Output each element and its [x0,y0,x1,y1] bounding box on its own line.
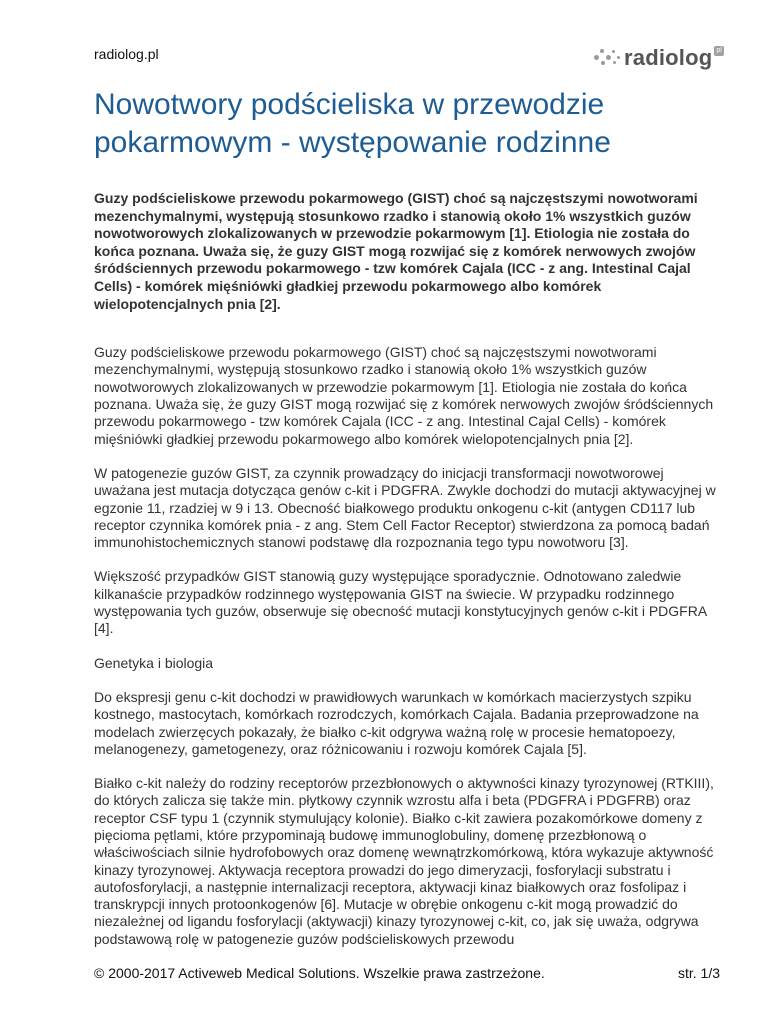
body-paragraph: W patogenezie guzów GIST, za czynnik prowadzący do inicjacji transformacji nowotworowej uważana jest mutacja dotycząca genów c-kit i PDGFRA. Zwykle dochodzi do mutacji aktywacyjnej w egzonie 11, rzadziej w 9 i 13. Obecność białkowego produktu onkogenu c-kit (antygen CD117 lub receptor czynnika komórek pnia - z ang. Stem Cell Factor Receptor) stwierdzona za pomocą badań immunohistochemicznych stanowi podstawę dla rozpoznania tego typu nowotworu [3]. [94,464,716,551]
logo-dots-icon [592,47,622,69]
logo-badge: pl [716,47,722,54]
body-paragraph: Guzy podścieliskowe przewodu pokarmowego (GIST) choć są najczęstszymi nowotworami mezenchymalnymi, występują stosunkowo rzadko i stanowią około 1% wszystkich guzów nowotworowych zlokalizowanych w przewodzie pokarmowym [1]. Etiologia nie została do końca poznana. Uważa się, że guzy GIST mogą rozwijać się z komórek nerwowych zwojów śródściennych przewodu pokarmowego - tzw komórek Cajala (ICC - z ang. Intestinal Cajal Cells) - komórek mięśniówki gładkiej przewodu pokarmowego albo komórek wielopotencjalnych pnia [2]. [94,344,714,447]
page-title: Nowotwory podścieliska w przewodzie pokarmowym - występowanie rodzinne [94,88,611,159]
body-paragraph: Do ekspresji genu c-kit dochodzi w prawidłowych warunkach w komórkach macierzystych szpiku kostnego, mastocytach, komórkach rozrodczych, komórkach Cajala. Badania przeprowadzone na modelach zwierzęcych pokazały, że białko c-kit odgrywa ważną rolę w procesie hematopoezy, melanogenezy, gametogenezy, oraz różnicowaniu i rozwoju komórek Cajala [5]. [94,688,699,757]
radiolog-logo [592,44,724,72]
article-content [94,190,716,948]
body-paragraph: Większość przypadków GIST stanowią guzy występujące sporadycznie. Odnotowano zaledwie kilkanaście przypadków rodzinnego występowania GIST na świecie. W przypadku rodzinnego występowania tych guzów, obserwuje się obecność mutacji konstytucyjnych genów c-kit i PDGFRA [4]. [94,568,707,637]
page-number: str. 1/3 [678,965,721,981]
logo-text: radiolog [624,45,713,70]
footer-copyright: © 2000-2017 Activeweb Medical Solutions. Wszelkie prawa zastrzeżone. [94,965,545,981]
body-paragraph: Białko c-kit należy do rodziny receptorów przezbłonowych o aktywności kinazy tyrozynowej (RTKIII), do których zalicza się także min. płytkowy czynnik wzrostu alfa i beta (PDGFRA i PDGFRB) oraz receptor CSF typu 1 (czynnik stymulujący kolonie). Białko c-kit zawiera pozakomórkowe domeny z pięcioma pętlami, które przypominają budowę immunoglobuliny, domenę przezbłonową o właściwościach silnie hydrofobowych oraz domenę wewnątrzkomórkową, która wykazuje aktywność kinazy tyrozynowej. Aktywacja receptora prowadzi do jego dimeryzacji, fosforylacji substratu i autofosforylacji, a następnie internalizacji receptora, aktywacji kinaz białkowych oraz fosfolipaz i transkrypcji innych protoonkogenów [6]. Mutacje w obrębie onkogenu c-kit mogą prowadzić do niezależnej od ligandu fosforylacji (aktywacji) kinazy tyrozynowej c-kit, co, jak się uważa, odgrywa podstawową rolę w patogenezie guzów podścieliskowych przewodu [94,775,714,947]
section-heading: Genetyka i biologia [94,654,214,671]
site-url: radiolog.pl [94,46,159,62]
lead-paragraph: Guzy podścieliskowe przewodu pokarmowego (GIST) choć są najczęstszymi nowotworami mezenchymalnymi, występują stosunkowo rzadko i stanowią około 1% wszystkich guzów nowotworowych zlokalizowanych w przewodzie pokarmowym [1]. Etiologia nie została do końca poznana. Uważa się, że guzy GIST mogą rozwijać się z komórek nerwowych zwojów śródściennych przewodu pokarmowego - tzw komórek Cajala (ICC - z ang. Intestinal Cajal Cells) - komórek mięśniówki gładkiej przewodu pokarmowego albo komórek wielopotencjalnych pnia [2]. [94,190,698,312]
